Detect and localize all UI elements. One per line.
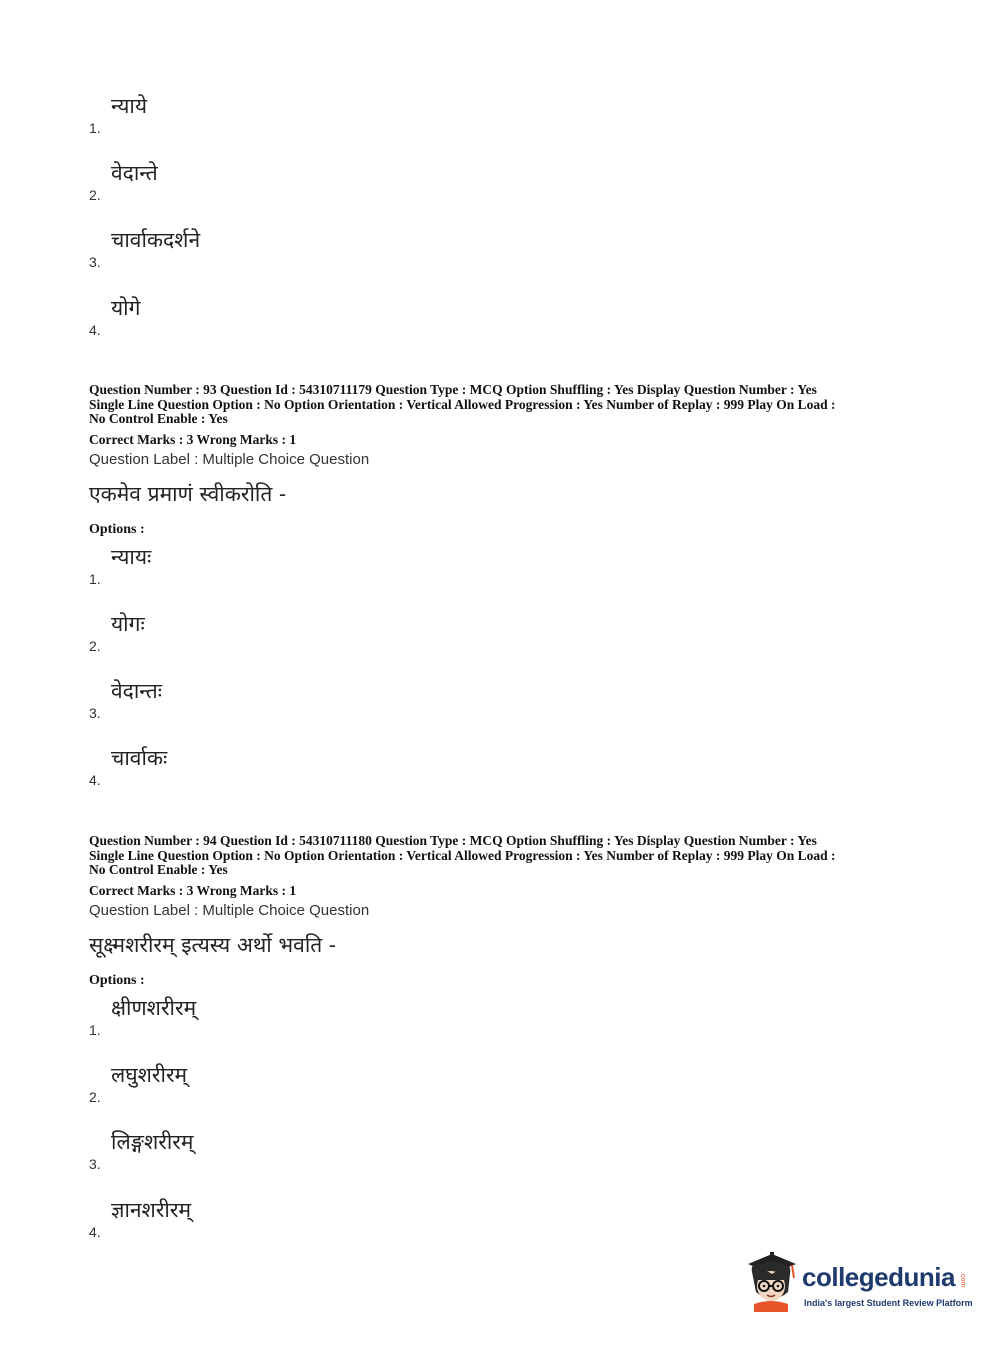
question-93-text: एकमेव प्रमाणं स्वीकरोति - (89, 482, 287, 506)
question-94-option-2[interactable] (89, 1061, 489, 1105)
option-text: लिङ्गशरीरम् (111, 1130, 194, 1154)
question-94-marks: Correct Marks : 3 Wrong Marks : 1 (89, 883, 297, 898)
option-text: न्याये (111, 94, 147, 118)
meta-line: Question Number : 94 Question Id : 54310711180 Question Type : MCQ Option Shuffling : Yes Display Question Number : Yes (89, 833, 817, 848)
question-94-meta (89, 834, 919, 878)
option-text: क्षीणशरीरम् (111, 996, 197, 1020)
option-text: वेदान्तः (111, 679, 162, 703)
brand-domain: .com (959, 1272, 966, 1288)
question-93-marks: Correct Marks : 3 Wrong Marks : 1 (89, 432, 297, 447)
option-number: 1. (89, 120, 101, 136)
option-text: योगः (111, 612, 145, 636)
meta-line: Single Line Question Option : No Option Orientation : Vertical Allowed Progression : Yes Number of Replay : 999 Play On Load : (89, 396, 836, 412)
option-number: 1. (89, 1022, 101, 1038)
question-94-option-3[interactable] (89, 1128, 489, 1172)
meta-line: Single Line Question Option : No Option Orientation : Vertical Allowed Progression : Yes Number of Replay : 999 Play On Load : (89, 847, 836, 863)
brand-name: collegedunia (802, 1262, 955, 1292)
question-93-option-4[interactable] (89, 744, 489, 788)
prev-option-4[interactable] (89, 294, 489, 338)
question-93-option-3[interactable] (89, 677, 489, 721)
question-94-options-heading: Options : (89, 973, 145, 988)
question-93-label: Question Label : Multiple Choice Question (89, 451, 370, 468)
meta-line: No Control Enable : Yes (89, 411, 228, 426)
mascot-icon (742, 1248, 800, 1312)
prev-option-2[interactable] (89, 159, 489, 203)
meta-line: Question Number : 93 Question Id : 54310711179 Question Type : MCQ Option Shuffling : Yes Display Question Number : Yes (89, 382, 817, 397)
prev-option-3[interactable] (89, 226, 489, 270)
question-94-option-1[interactable] (89, 994, 489, 1038)
option-text: वेदान्ते (111, 161, 158, 185)
question-94-option-4[interactable] (89, 1196, 489, 1240)
brand-tagline: India's largest Student Review Platform (804, 1298, 973, 1308)
option-number: 4. (89, 772, 101, 788)
meta-line: No Control Enable : Yes (89, 862, 228, 877)
question-93-option-1[interactable] (89, 543, 489, 587)
option-number: 2. (89, 1089, 101, 1105)
option-number: 3. (89, 705, 101, 721)
prev-option-1[interactable] (89, 92, 489, 136)
option-number: 3. (89, 1156, 101, 1172)
option-text: न्यायः (111, 545, 152, 569)
collegedunia-logo[interactable] (742, 1248, 972, 1318)
option-number: 4. (89, 322, 101, 338)
question-93-meta (89, 383, 919, 427)
option-number: 2. (89, 638, 101, 654)
option-text: लघुशरीरम् (111, 1063, 188, 1087)
question-94-text: सूक्ष्मशरीरम् इत्यस्य अर्थो भवति - (89, 933, 337, 957)
option-text: चार्वाकदर्शने (111, 228, 201, 252)
option-number: 2. (89, 187, 101, 203)
question-93-option-2[interactable] (89, 610, 489, 654)
option-number: 3. (89, 254, 101, 270)
option-text: चार्वाकः (111, 746, 168, 770)
option-text: ज्ञानशरीरम् (111, 1198, 192, 1222)
option-text: योगे (111, 296, 141, 320)
question-94-label: Question Label : Multiple Choice Question (89, 902, 370, 919)
option-number: 1. (89, 571, 101, 587)
question-93-options-heading: Options : (89, 522, 145, 537)
option-number: 4. (89, 1224, 101, 1240)
